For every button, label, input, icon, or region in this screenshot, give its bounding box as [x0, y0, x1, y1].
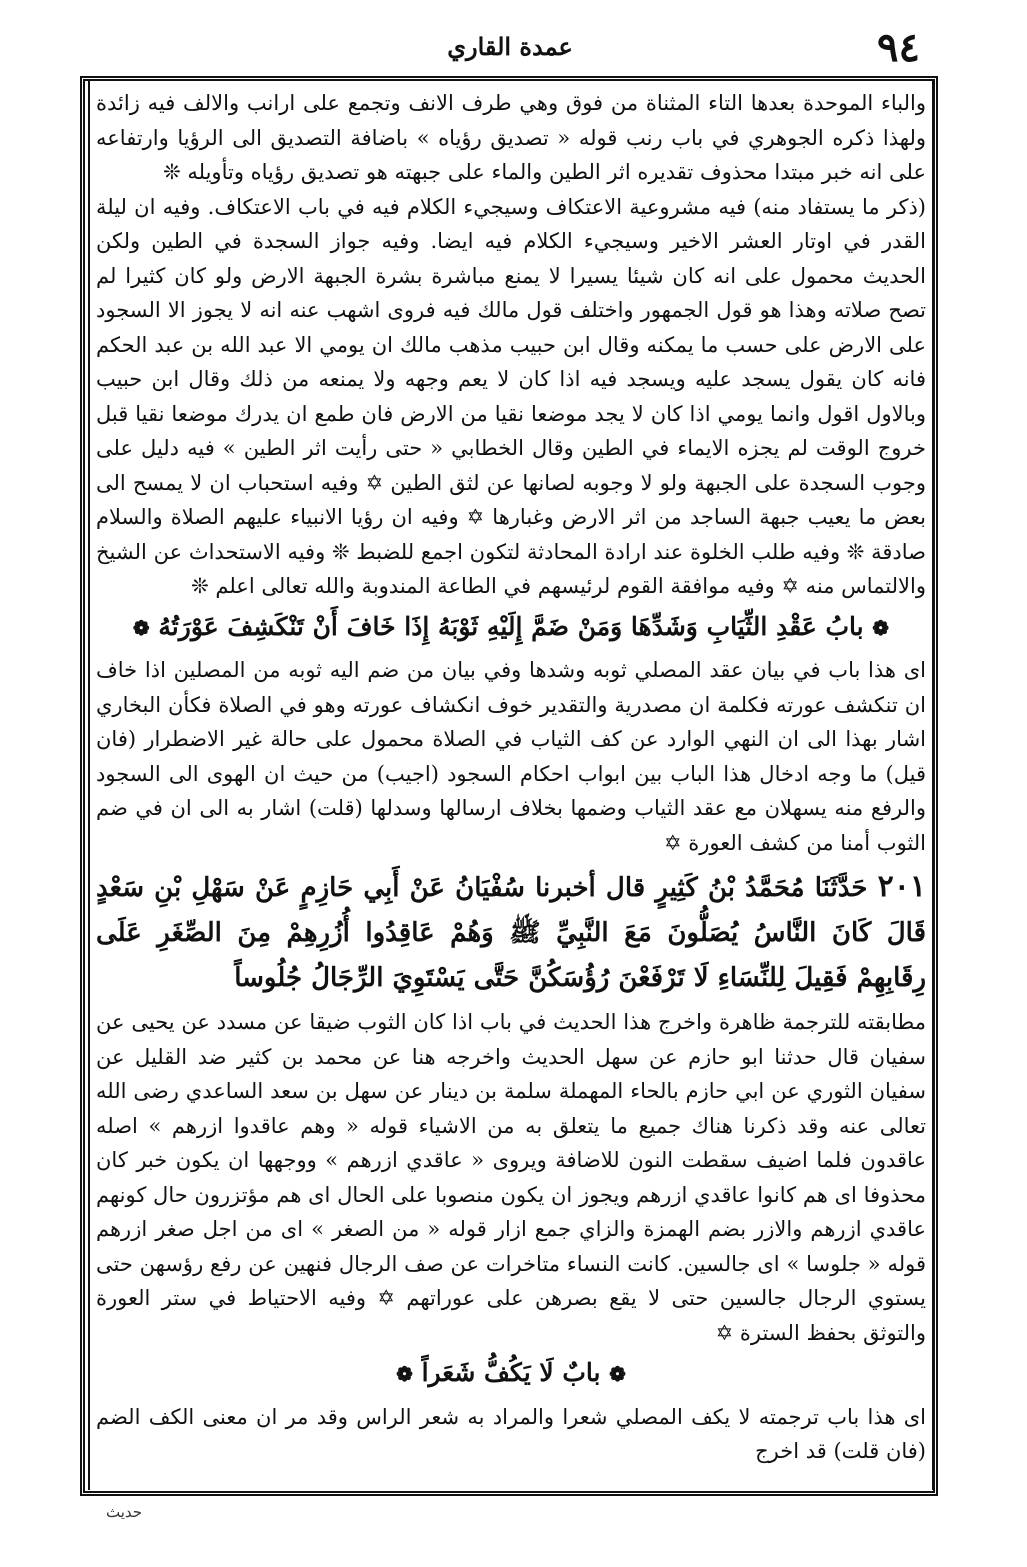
frame-rule-left — [88, 80, 90, 1490]
chapter-commentary: اى هذا باب في بيان عقد المصلي ثوبه وشدها وفي بيان من ضم اليه ثوبه من المصلين اذا خاف ان تنكشف عورته فكلمة ان مصدرية والتقدير خوف انكشاف عورته وهو في الصلاة فكأن البخاري اشار بهذا الى ان النهي الوارد عن كف الثياب في الصلاة محمول على حالة غير الاضطرار (فان قيل) ما وجه ادخال هذا الباب بين ابواب احكام السجود (اجيب) من حيث ان الهوى الى السجود والرفع منه يسهلان مع عقد الثياب وضمها بخلاف ارسالها وسدلها (قلت) اشار به الى ان في ضم الثوب أمنا من كشف العورة ✡ — [96, 658, 926, 855]
frame-rule-right — [932, 80, 934, 1490]
hadith-block — [96, 864, 926, 1001]
catchword: حديث — [106, 1503, 143, 1521]
hadith-text: حَدَّثَنَا مُحَمَّدُ بْنُ كَثِيرٍ قال أخبرنا سُفْيَانُ عَنْ أَبِي حَازِمٍ عَنْ سَهْلِ بْنِ سَعْدٍ قَالَ كَانَ النَّاسُ يُصَلُّونَ مَعَ النَّبِيِّ ﷺ وَهُمْ عَاقِدُوا أُزُرِهِمْ مِنَ الصِّغَرِ عَلَى رِقَابِهِمْ فَقِيلَ لِلنِّسَاءِ لَا تَرْفَعْنَ رُؤُسَكُنَّ حَتَّى يَسْتَوِيَ الرِّجَالُ جُلُوساً — [96, 873, 926, 993]
chapter-commentary: اى هذا باب ترجمته لا يكف المصلي شعرا والمراد به شعر الراس وقد مر ان معنى الكف الضم (فان قلت) قد اخرج — [96, 1404, 926, 1463]
hadith-commentary: مطابقته للترجمة ظاهرة واخرج هذا الحديث في باب اذا كان الثوب ضيقا عن مسدد عن يحيى عن سفيان قال حدثنا ابو حازم عن سهل الحديث واخرجه هنا عن محمد بن كثير ضد القليل عن سفيان الثوري عن ابي حازم بالحاء المهملة سلمة بن دينار عن سهل بن سعد الساعدي رضى الله تعالى عنه وقد ذكرنا هناك جميع ما يتعلق به من الاشياء قوله « وهم عاقدوا ازرهم » اصله عاقدون فلما اضيف سقطت النون للاضافة ويروى « عاقدي ازرهم » ووجهها ان يكون خبر كان محذوفا اى هم كانوا عاقدي ازرهم ويجوز ان يكون منصوبا على الحال اى هم مؤتزرون حال كونهم عاقدي ازرهم والازر بضم الهمزة والزاي جمع ازار قوله « من الصغر » اى من اجل صغر ازرهم قوله « جلوسا » اى جالسين. كانت النساء متاخرات عن صف الرجال فنهين عن رفع رؤسهن حتى يستوي الرجال جالسين حتى لا يقع بصرهن على عوراتهم ✡ وفيه الاحتياط في ستر العورة والتوثق بحفظ السترة ✡ — [96, 1010, 926, 1345]
page-number: ٩٤ — [877, 24, 920, 71]
ornament-icon: ❁ — [609, 1362, 626, 1386]
running-title: عمدة القاري — [447, 32, 573, 61]
benefits-paragraph: (ذكر ما يستفاد منه) فيه مشروعية الاعتكاف وسيجيء الكلام فيه في باب الاعتكاف. وفيه ان ليلة القدر في اوتار العشر الاخير وسيجيء الكلام فيه ايضا. وفيه جواز السجدة في الطين ولكن الحديث محمول على انه كان شيئا يسيرا لا يمنع مباشرة بشرة الجبهة الارض ولو كان كثيرا لم تصح صلاته وهذا هو قول الجمهور واختلف قول مالك فيه فروى اشهب عنه انه لا يجوز الا السجود على الارض على حسب ما يمكنه وقال ابن حبيب مذهب مالك ان يومي الا عبد الله بن عبد الحكم فانه كان يقول يسجد عليه ويسجد فيه اذا كان لا يعم وجهه ولا يمنعه من ذلك وقال ابن حبيب وبالاول اقول وانما يومي اذا كان لا يجد موضعا نقيا من الارض فان طمع ان يدرك موضعا نقيا قبل خروج الوقت لم يجزه الايماء في الطين وقال الخطابي « حتى رأيت اثر الطين » فيه دليل على وجوب السجدة على الجبهة ولو لا وجوبه لصانها عن لثق الطين ✡ وفيه استحباب ان لا يمسح الى بعض ما يعيب جبهة الساجد من اثر الارض وغبارها ✡ وفيه ان رؤيا الانبياء عليهم الصلاة والسلام صادقة ❊ وفيه طلب الخلوة عند ارادة المحادثة لتكون اجمع للضبط ❊ وفيه الاستحداث عن الشيخ والالتماس منه ✡ وفيه موافقة القوم لرئيسهم في الطاعة المندوبة والله تعالى اعلم ❊ — [96, 194, 926, 598]
ornament-icon: ❁ — [396, 1362, 413, 1386]
hadith-number: ٢٠١ — [877, 869, 926, 904]
page-header — [70, 18, 950, 78]
body-text — [96, 86, 926, 1469]
ornament-icon: ❁ — [872, 615, 890, 640]
commentary-paragraph: والباء الموحدة بعدها التاء المثناة من فوق وهي طرف الانف وتجمع على ارانب والالف فيه زائدة ولهذا ذكره الجوهري في باب رنب قوله « تصديق رؤياه » باضافة التصديق الى الرؤيا وارتفاعه على انه خبر مبتدا محذوف تقديره اثر الطين والماء على جبهته هو تصديق رؤياه وتأويله ❊ — [96, 91, 926, 184]
chapter-heading — [96, 1356, 926, 1392]
ornament-icon: ❁ — [132, 615, 150, 640]
chapter-heading — [96, 610, 926, 646]
chapter-title: بابٌ لَا يَكُفُّ شَعَراً — [421, 1358, 601, 1387]
chapter-title: بابُ عَقْدِ الثِّيَابِ وَشَدِّهَا وَمَنْ ضَمَّ إِلَيْهِ ثَوْبَهُ إِذَا خَافَ أَنْ تَنْكَشِفَ عَوْرَتُهُ — [158, 611, 864, 641]
